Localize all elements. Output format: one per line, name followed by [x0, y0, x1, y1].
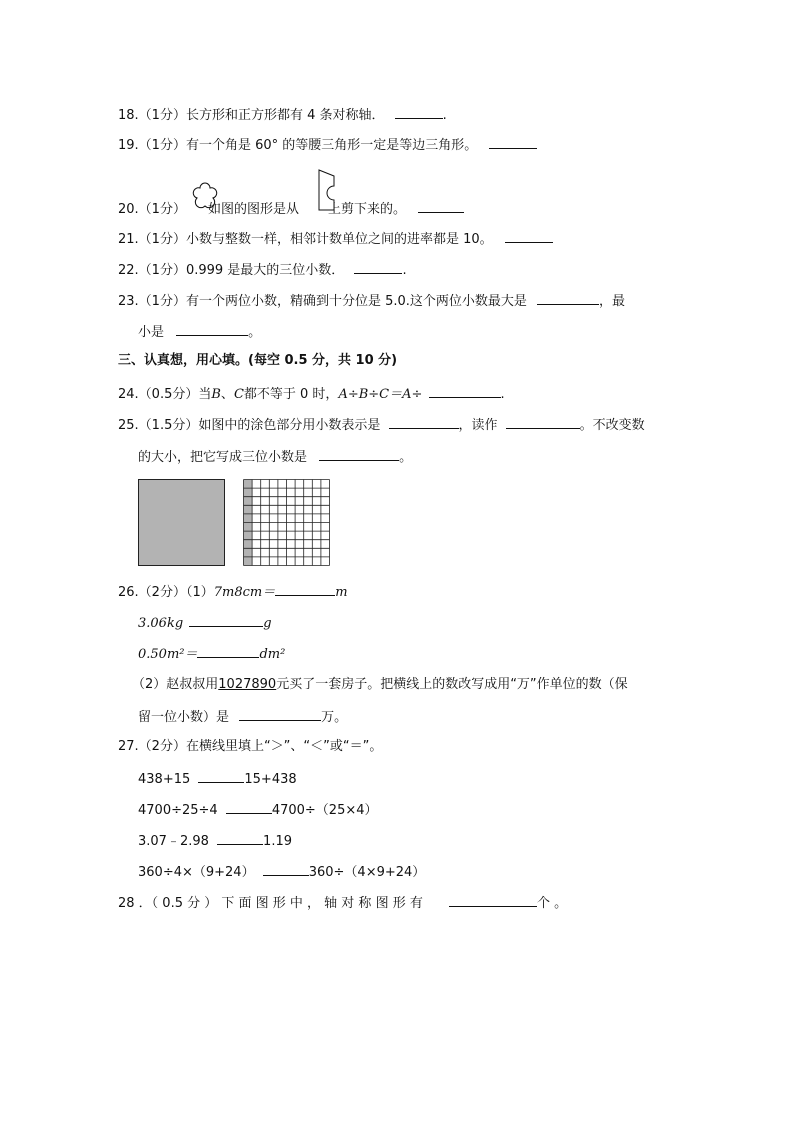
- question-20-mid: 如图的图形是从: [207, 202, 299, 217]
- answer-blank-26b[interactable]: [189, 612, 263, 627]
- question-23-line2-end: 。: [248, 325, 262, 340]
- compare-row: [138, 830, 292, 852]
- unit-g: g: [263, 616, 272, 631]
- question-20-pre: 20.（1分）: [118, 202, 186, 217]
- question-23-line2: [138, 321, 261, 343]
- question-25-line2-end: 。: [399, 450, 413, 465]
- unit-square-figure: [138, 479, 226, 567]
- answer-blank-25c[interactable]: [319, 446, 399, 461]
- answer-blank-18[interactable]: [395, 104, 443, 119]
- question-22-text: 22.（1分）0.999 是最大的三位小数．: [118, 263, 345, 278]
- question-26-pre: 26.（2分）（1）: [118, 585, 214, 600]
- question-26-expr2: 3.06kg: [138, 616, 184, 631]
- question-26-part2-end: 万。: [321, 710, 348, 725]
- question-22: [118, 259, 407, 281]
- question-26-expr3: 0.50m²＝: [138, 647, 198, 662]
- question-18-text: 18.（1分）长方形和正方形都有 4 条对称轴．: [118, 108, 385, 123]
- question-22-end: .: [402, 263, 407, 278]
- question-24-end: .: [500, 387, 505, 402]
- compare-row: [138, 768, 297, 790]
- question-26-part2-line1: [132, 675, 628, 695]
- question-19-text: 19.（1分）有一个角是 60° 的等腰三角形一定是等边三角形。: [118, 138, 478, 153]
- answer-blank-20[interactable]: [418, 198, 464, 213]
- question-21-text: 21.（1分）小数与整数一样，相邻计数单位之间的进率都是 10。: [118, 232, 493, 247]
- compare-right: 15+438: [244, 772, 297, 787]
- question-27-title: 27.（2分）在横线里填上“＞”、“＜”或“＝”。: [118, 739, 383, 754]
- question-24-expression: A÷B÷C＝A÷: [338, 387, 423, 402]
- var-b: B: [211, 387, 221, 402]
- answer-blank-25a[interactable]: [389, 414, 459, 429]
- question-26-expr1: 7m8cm＝: [213, 585, 276, 600]
- question-18-end: .: [442, 108, 447, 123]
- answer-blank-22[interactable]: [354, 259, 402, 274]
- house-price-number: 1027890: [218, 677, 277, 692]
- answer-blank-26c[interactable]: [197, 643, 259, 658]
- compare-blank[interactable]: [198, 768, 244, 783]
- compare-right: 360÷（4×9+24）: [308, 865, 426, 880]
- question-19: [118, 134, 537, 156]
- compare-left: 4700÷25÷4: [138, 803, 218, 818]
- question-24-pre: 24.（0.5分）当: [118, 387, 212, 402]
- hundredths-grid-figure: [243, 479, 331, 567]
- answer-blank-23b[interactable]: [176, 321, 248, 336]
- answer-blank-25b[interactable]: [506, 414, 580, 429]
- question-20-post: 上剪下来的。: [327, 202, 406, 217]
- compare-right: 1.19: [263, 834, 292, 849]
- question-25-text-a: 25.（1.5分）如图中的涂色部分用小数表示是: [118, 418, 381, 433]
- compare-row: [138, 799, 378, 821]
- answer-blank-26a[interactable]: [275, 581, 335, 596]
- question-24: [118, 383, 505, 405]
- question-23-line2-text: 小是: [138, 325, 165, 340]
- question-25-line2: [138, 446, 412, 468]
- var-c: C: [233, 387, 244, 402]
- answer-blank-19[interactable]: [489, 134, 537, 149]
- compare-left: 438+15: [138, 772, 191, 787]
- compare-blank[interactable]: [226, 799, 272, 814]
- question-26-line3: [138, 643, 285, 665]
- section-3-heading: 三、认真想，用心填。(每空 0.5 分，共 10 分): [118, 353, 398, 368]
- question-28-end: 个 。: [536, 896, 568, 911]
- question-25-text-b: ，读作: [458, 418, 498, 433]
- question-20: [118, 198, 464, 220]
- question-26-part2-line2-text: 留一位小数）是: [138, 710, 230, 725]
- question-23-text: 23.（1分）有一个两位小数，精确到十分位是 5.0.这个两位小数最大是: [118, 294, 527, 309]
- compare-row: [138, 861, 425, 883]
- question-26-part2-text-a: （2）赵叔叔用: [132, 677, 219, 692]
- question-26-line2: [138, 612, 272, 634]
- compare-blank[interactable]: [263, 861, 309, 876]
- compare-blank[interactable]: [217, 830, 263, 845]
- question-21: [118, 228, 553, 250]
- unit-dm2: dm²: [259, 647, 286, 662]
- question-18: [118, 104, 447, 126]
- question-24-mid: 都不等于 0 时，: [243, 387, 339, 402]
- question-23-end: ，最: [599, 294, 626, 309]
- answer-blank-26d[interactable]: [239, 706, 321, 721]
- question-28: [118, 892, 567, 914]
- answer-blank-24[interactable]: [429, 383, 501, 398]
- unit-m: m: [335, 585, 348, 600]
- question-23-line1: [118, 290, 625, 312]
- question-25-text-c: 。不改变数: [579, 418, 645, 433]
- answer-blank-28[interactable]: [449, 892, 537, 907]
- question-25-line1: [118, 414, 645, 436]
- compare-left: 360÷4×（9+24）: [138, 865, 255, 880]
- question-28-text: 28 ．（ 0.5 分 ） 下 面 图 形 中 ， 轴 对 称 图 形 有: [118, 896, 423, 911]
- compare-right: 4700÷（25×4）: [271, 803, 378, 818]
- answer-blank-21[interactable]: [505, 228, 553, 243]
- question-26-part2-text-b: 元买了一套房子。把横线上的数改写成用“万”作单位的数（保: [276, 677, 628, 692]
- answer-blank-23a[interactable]: [537, 290, 599, 305]
- compare-left: 3.07﹣2.98: [138, 834, 209, 849]
- question-26-line1: [118, 581, 348, 603]
- question-25-line2-text: 的大小，把它写成三位小数是: [138, 450, 308, 465]
- question-24-sep: 、: [220, 387, 234, 402]
- question-26-part2-line2: [138, 706, 347, 728]
